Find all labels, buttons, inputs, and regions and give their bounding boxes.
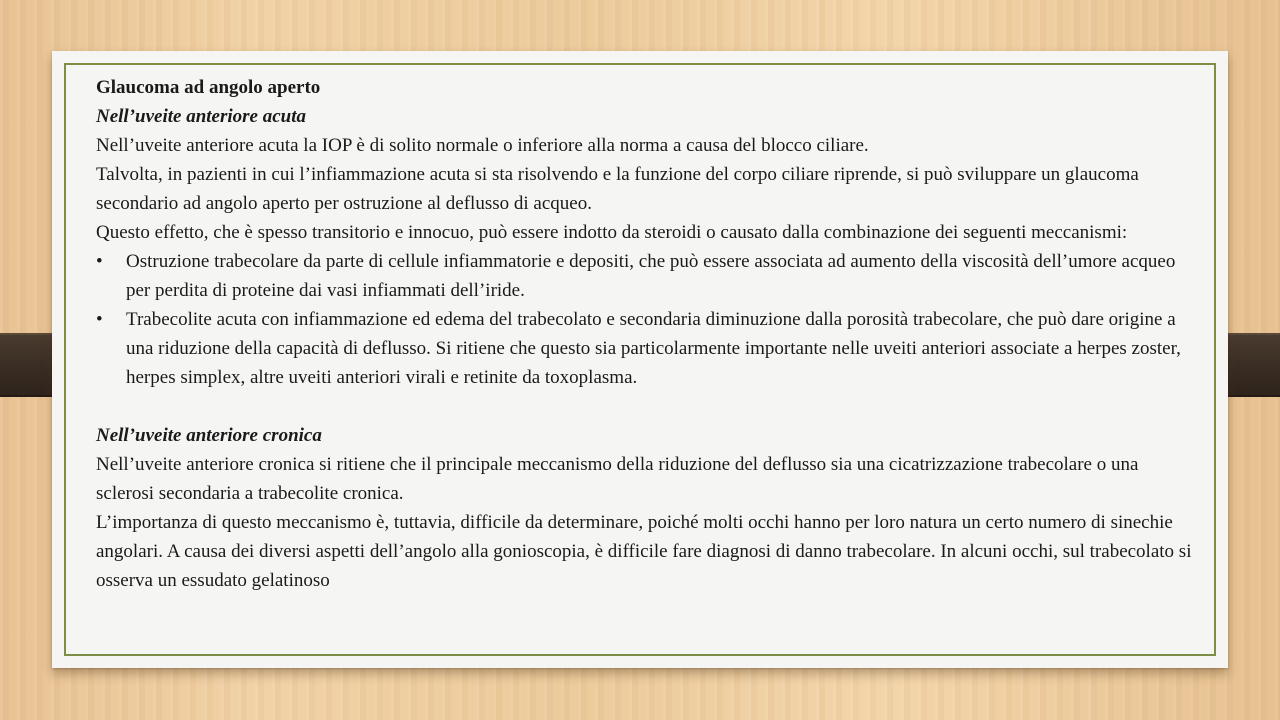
mechanism-list [96, 247, 1196, 392]
paragraph-chronic-2: L’importanza di questo meccanismo è, tuttavia, difficile da determinare, poiché molti occhi hanno per loro natura un certo numero di sinechie angolari. A causa dei diversi aspetti dell’angolo alla gonioscopia, è difficile fare diagnosi di danno trabecolare. In alcuni occhi, sul trabecolato si osserva un essudato gelatinoso [96, 512, 1192, 591]
slide-content [96, 73, 1196, 595]
slide-paper [52, 51, 1228, 668]
list-item-text: Ostruzione trabecolare da parte di cellule infiammatorie e depositi, che può essere associata ad aumento della viscosità dell’umore acqueo per perdita di proteine dai vasi infiammati dell’iride. [126, 251, 1176, 301]
paragraph-acute-2: Talvolta, in pazienti in cui l’infiammazione acuta si sta risolvendo e la funzione del corpo ciliare riprende, si può sviluppare un glaucoma secondario ad angolo aperto per ostruzione al deflusso di acqueo. [96, 164, 1139, 214]
bullet-icon: • [96, 251, 103, 272]
section-spacer [96, 392, 1196, 421]
list-item [96, 247, 1196, 305]
paragraph-acute-3: Questo effetto, che è spesso transitorio e innocuo, può essere indotto da steroidi o causato dalla combinazione dei seguenti meccanismi: [96, 222, 1128, 243]
left-strap [0, 333, 56, 397]
paragraph-acute-1: Nell’uveite anteriore acuta la IOP è di solito normale o inferiore alla norma a causa del blocco ciliare. [96, 135, 869, 156]
list-item-text: Trabecolite acuta con infiammazione ed edema del trabecolato e secondaria diminuzione dalla porosità trabecolare, che può dare origine a una riduzione della capacità di deflusso. Si ritiene che questo sia particolarmente importante nelle uveiti anteriori associate a herpes zoster, herpes simplex, altre uveiti anteriori virali e retinite da toxoplasma. [126, 309, 1181, 388]
list-item [96, 305, 1196, 392]
slide-title: Glaucoma ad angolo aperto [96, 77, 321, 98]
section-heading-acute: Nell’uveite anteriore acuta [96, 106, 307, 127]
paragraph-chronic-1: Nell’uveite anteriore cronica si ritiene che il principale meccanismo della riduzione del deflusso sia una cicatrizzazione trabecolare o una sclerosi secondaria a trabecolite cronica. [96, 454, 1139, 504]
section-heading-chronic: Nell’uveite anteriore cronica [96, 425, 322, 446]
bullet-icon: • [96, 309, 103, 330]
